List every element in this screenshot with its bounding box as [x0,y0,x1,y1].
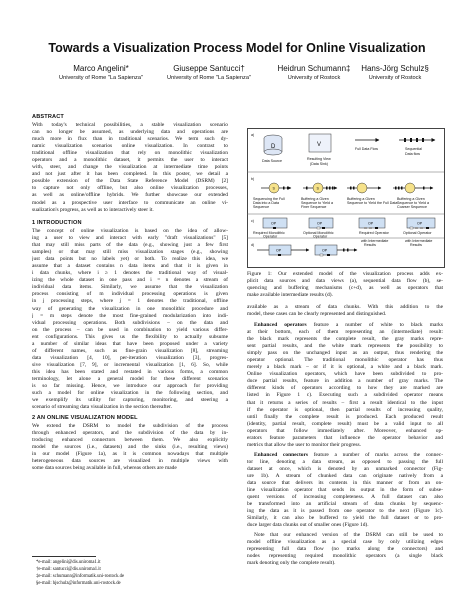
footnote-rule [32,556,96,557]
panel-label-c: c) [251,219,254,223]
text-line: sent partial results, and the white mark represents the possibility to [247,343,443,350]
sink-label-sub: (Data Sink) [310,162,328,166]
text-line: of different names, such as fine-grain visualization [8], streaming [32,347,228,354]
paper-title: Towards a Visualization Process Model for Online Visualization [48,41,426,55]
text-line: possible extension of the Data State Reference Model (DSRM) [2] [32,178,228,185]
resulting-view-icon [309,134,331,152]
section-2-text [32,423,228,472]
section-1-text [32,228,228,411]
text-line: the black mark represents the complete result, the gray marks repre- [247,336,443,343]
author-affiliation: University of Rome "La Sapienza" [59,75,143,81]
text-line: duce larger data chunks out of smaller ones (Figure 1d). [247,522,369,529]
text-line: plicit data sources and data views (a), sequential data flow (b), se- [247,278,443,285]
sequencer-group [261,183,291,193]
text-line: that may still miss parts of the data (e.g., showing just a few first [32,242,228,249]
abstract-heading: ABSTRACT [32,114,64,120]
author-name: Marco Angelini* [73,64,129,73]
abstract-text [32,122,228,214]
desc-b4: Buffering a Given [397,197,425,201]
desc-c3: with Intermediate [361,239,389,243]
text-line: ing the data as it is passed from one operator to the next (Figure 1c). [247,508,443,515]
text-line: assume that a dataset contains n data items and that it is given in [32,263,228,270]
text-line: way of generating the visualization in one monolithic procedure and [32,305,228,312]
optional-monolithic-operator [309,218,333,229]
text-line: With today's technical possibilities, a stable visualization scenario [32,122,228,128]
required-monolithic-operator [263,218,287,229]
footnote: ‡e-mail: schumann@informatik.uni-rostock.de [36,574,125,579]
text-line: ent configurations. This gives us the flexibility to actually subsume [32,333,228,340]
text-line: with, steer, and change the visualization at intermediate time points [32,164,228,171]
right-paragraph-2 [247,322,443,449]
text-line: namic visualization scenarios online visualization. In contrast to [32,143,228,150]
text-line: nodes representing required monolithic operators (a single black [247,553,443,560]
text-line: Online visualization operators, which have been subdivided to pro- [247,371,443,378]
desc-c3: Results [364,243,376,247]
data-source-label: Data Source [262,159,282,163]
text-line: i data chunks, where i ≥ 1 denotes the traditional way of visual- [32,270,228,277]
text-line: just data points but no labels yet) or both. To realize this idea, we [32,256,228,263]
text-line: can no longer be assumed, as underlying data and operations are [32,129,228,136]
text-line: in our model (Figure 1a), as it is common nowadays that multiple [32,451,228,458]
text-line: be transformed into an artificial stream of data chunks by sequenc- [247,501,443,508]
sink-letter: V [317,142,322,148]
figure-1-diagram [247,128,445,268]
text-line: duce partial results, feature in addition a number of gray marks. The [247,378,443,385]
section-2-heading: 2 AN ONLINE VISUALIZATION MODEL [32,415,138,421]
required-intermediate-operator [359,218,385,229]
source-letter: D [271,144,276,150]
desc-b2: Sequence to Yield a [301,201,333,205]
sequencer-letter: S [272,186,275,191]
text-line: a number of similar ideas that have been proposed under a variety [32,340,228,347]
text-line: if the operator is optional, then partial results of increasing quality, [247,406,443,413]
op-label: OP [417,221,423,226]
text-line: in j processing steps, where j = 1 denotes the traditional, offline [32,298,228,305]
op-label: OP [276,248,282,253]
text-line: Enhanced operators feature a number of white to black marks [254,322,443,328]
desc-c2: Optional Monolithic [303,231,334,235]
desc-c1: Required Monolithic [253,231,285,235]
desc-b4: Sequence to Yield a [397,201,429,205]
text-line: erators feature parameters that influence the operator behavior and [247,434,443,441]
text-line: much more in flux than in traditional scenarios. We term such dy- [32,136,228,143]
right-paragraph-3 [247,452,443,530]
text-line: izing the whole dataset in one pass and i = n denotes a stream of [32,277,228,284]
text-line: model the sources (i.e., datasets) and the sinks (i.e., resulting views) [32,444,228,451]
sequencer-letter: S [316,186,319,191]
seq-flow-label-sub: Data flow [405,152,420,156]
text-line: quent versions of increasing completeness. A full dataset can also [247,494,443,501]
seq-flow-label: Sequential [405,147,422,151]
text-line: data visualization [4, 10], per-iteration visualization [3], progres- [32,354,228,361]
text-line: different kinds of operators according to how they are marked are [247,385,443,392]
author-block [46,64,156,83]
desc-b4: Coarser Sequence [397,205,427,209]
text-line: troducing enhanced connectors between them. We also explicitly [32,437,228,444]
text-line: traditional offline visualization that rely on monolithic visualization [32,150,228,157]
text-line: some data sources being available in full, whereas others are made [32,465,177,472]
text-line: individual data items. Similarly, we assume that the visualization [32,284,228,291]
text-line: quencing and buffering mechanisms (c+d), as well as operators that [247,285,443,292]
desc-b3: Buffering a Given [347,197,375,201]
coarser-buffer-group [393,183,433,193]
text-line: vidual processing operations. Both subdivisions – on the data and [32,319,228,326]
finer-buffer-group [303,183,337,193]
text-line: The concept of online visualization is based on the idea of allow- [32,228,228,234]
text-line: data source that delivers its contents in this manner or from an on- [247,480,443,487]
text-line: on the process – can be used in combination to yield various differ- [32,326,228,333]
right-paragraph-1 [247,304,443,318]
optional-intermediate-operator [407,218,435,229]
text-line: sive visualization [7, 9], or incremental visualization [1, 6]. So, while [32,361,228,368]
text-line: Figure 1: Our extended model of the visualization process adds ex- [247,271,443,277]
desc-b1: Sequence [253,205,270,209]
author-affiliation: University of Rome "La Sapienza" [167,75,251,81]
text-line: and not just after it has been completed. In this poster, we detail a [32,171,228,178]
panel-label-a: a) [251,133,255,137]
text-line: listed in Figure 1 c). Executing such a subdivided operator means [247,392,443,399]
text-line: that it returns a series of results – first a result identical to the input [247,399,443,406]
desc-b2: Buffering a Given [301,197,329,201]
figure-caption [247,271,443,299]
desc-b1: Data into a Data [253,201,279,205]
desc-b2: Finer Sequence [301,205,327,209]
author-block [352,64,438,83]
text-line: line visualization operator that sends its output in the form of subse- [247,487,443,494]
panel-label-b: b) [251,177,255,181]
op-label: OP [271,221,277,226]
section-1-heading: 1 INTRODUCTION [32,220,82,226]
desc-c3: Required Operator [359,231,389,235]
text-line: make available intermediate results (d). [247,292,333,299]
author-name: Hans-Jörg Schulz§ [361,64,429,73]
author-block [151,64,267,83]
text-line: Similarly, it can also be buffered to yield the full dataset or to pro- [247,515,443,522]
text-line: operators that follow immediately after. Moreover, enhanced op- [247,427,443,434]
author-affiliation: University of Rostock [368,75,422,81]
text-line: terminology, let alone a general model for these different scenarios [32,375,228,382]
desc-c4: with Intermediate [405,239,433,243]
text-line: such a model for online visualization in the following section, and [32,390,228,397]
text-line: we exemplify its utility for capturing, monitoring, and steering a [32,397,228,404]
author-name: Giuseppe Santucci† [173,64,245,73]
desc-b1: Sequencing the Full [253,197,285,201]
text-line: j = m steps denote the most fine-grained modularization into indi- [32,312,228,319]
op-label: OP [368,221,374,226]
panel-d-pipeline [257,245,357,256]
author-affiliation: University of Rostock [287,75,341,81]
text-line: (identity, partial result, complete result) must be a valid input to all [247,420,443,427]
text-line: model offline visualization as a special case by only utilizing edges [247,539,443,546]
full-flow-label: Full Data Flow [355,147,378,151]
footnote: †e-mail: santucci@dis.uniroma1.it [36,567,101,572]
text-line: this idea has been stated and restated in various forms, a common [32,368,228,375]
text-line: model as a prospective user interface to communicate an online vi- [32,199,228,206]
text-line: available as a stream of data chunks. With this addition to the [247,304,443,310]
desc-c1: Operator [263,234,278,239]
desc-b3: Sequence to Yield the Full Data [347,201,398,205]
text-line: is so far missing. Hence, we introduce our approach for providing [32,383,228,390]
footnote: §e-mail: hjschulz@informatik.uni-rostock.de [36,581,121,586]
text-line: as well as online/offline hybrids. We further showcase our extended [32,192,228,199]
footnote: *e-mail: angelini@dis.uniroma1.it [36,560,101,565]
text-line: samples) or that may still miss visualization stages (e.g., showing [32,249,228,256]
desc-c4: Optional Operator [403,231,432,235]
text-line: We extend the DSRM to model the subdivision of the process [32,423,228,429]
desc-c2: Operator [313,234,328,239]
text-line: mark denoting only the complete result). [247,560,336,567]
op-label: OP [317,221,323,226]
text-line: representing full data flow (no marks along the connectors) and [247,546,443,553]
text-line: merely a black mark – or if it is optional, a white and a black mark. [247,364,443,371]
text-line: heterogeneous data sources are visualized in multiple views with [32,458,228,465]
sink-label: Resulting View [307,157,331,161]
op-label: OP [322,248,328,253]
text-line: dataset at once, which is denoted by an unmarked connector (Fig- [247,466,443,473]
text-line: through enhanced operators, and the subdivision of the data by in- [32,430,228,437]
text-line: Note that our enhanced version of the DSRM can still be used to [254,532,443,538]
author-name: Heidrun Schumann‡ [277,64,351,73]
right-paragraph-4 [247,532,443,567]
desc-c4: Results [410,243,422,247]
author-block [271,64,357,83]
text-line: process consisting of m individual processing operations is given [32,291,228,298]
text-line: until finally the complete result is produced. Each produced result [247,413,443,420]
data-source-icon [264,135,282,155]
text-line: sualization's progress, as well as to interactively steer it. [32,206,154,213]
text-line: at their bottom, each of them representing an (intermediate) result: [247,329,443,336]
text-line: metrics that allow the user to monitor their progress. [247,441,362,448]
text-line: scenario of streaming data visualization in the section thereafter. [32,404,172,411]
text-line: model, these cases can be clearly represented and distinguished. [247,311,387,318]
text-line: ing a user to view and interact with early "draft visualizations" [5] [32,235,228,242]
text-line: tor line, denoting a data stream, as opposed to passing the full [247,459,443,466]
text-line: simply pass on the unchanged input as an output, thus rendering the [247,350,443,357]
text-line: operators and a monolithic dataset, it permits the user to interact [32,157,228,164]
text-line: Enhanced connectors feature a number of marks across the connec- [254,452,443,458]
full-buffer-group [347,183,381,193]
panel-label-d: d) [251,243,255,247]
text-line: to capture not only offline, but also online visualization processes, [32,185,228,192]
text-line: ure 1b). A stream of chunked data can originate natively from a [247,473,443,480]
text-line: operator optional. The traditional monolithic operator has thus [247,357,443,364]
